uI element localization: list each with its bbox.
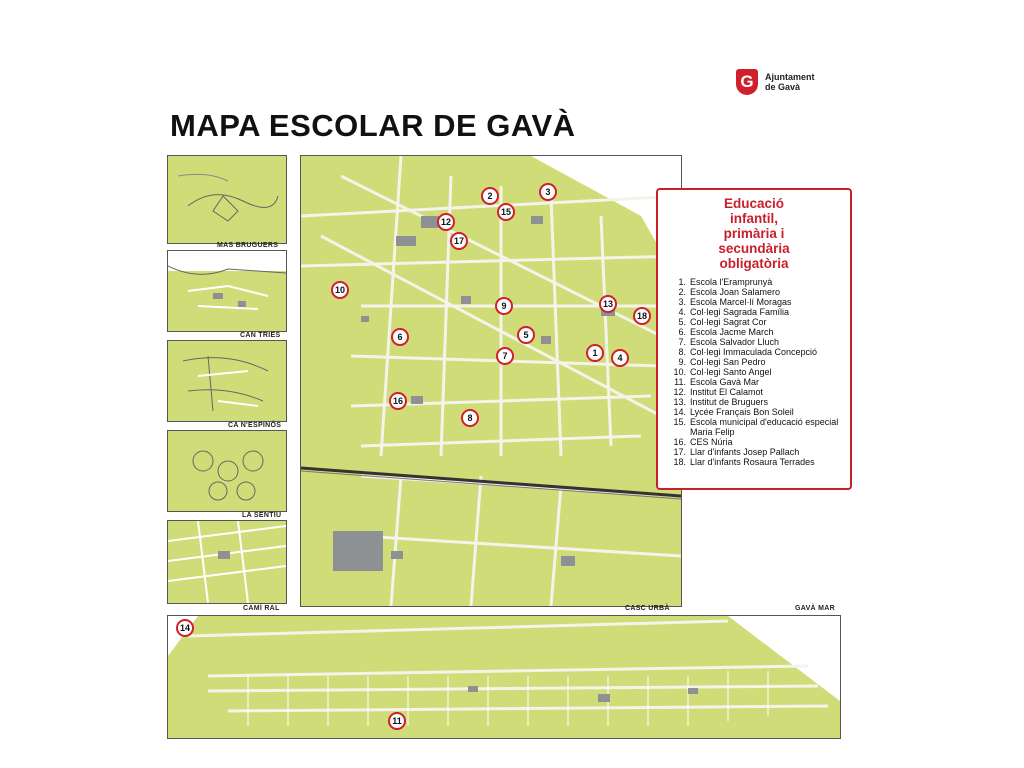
logo-badge-icon: G <box>736 69 758 95</box>
page-title: MAPA ESCOLAR DE GAVÀ <box>170 108 576 143</box>
label-gava-mar: GAVÀ MAR <box>795 605 835 612</box>
legend-item: 3. Escola Marcel·lí Moragas <box>678 297 792 307</box>
inset-map-cami-ral[interactable] <box>167 520 287 604</box>
logo-line-1: Ajuntament <box>765 72 815 82</box>
legend-item: 13. Institut de Bruguers <box>673 397 769 407</box>
inset-map-la-sentiu[interactable] <box>167 430 287 512</box>
schools-legend <box>656 188 852 490</box>
inset-map-can-tries[interactable] <box>167 250 287 332</box>
label-ca-nespinos: CA N'ESPINÓS <box>228 422 282 429</box>
legend-item: 7. Escola Salvador Lluch <box>678 337 780 347</box>
legend-title: Educació infantil, primària i secundària obligatòria <box>718 196 790 271</box>
legend-item: 4. Col·legi Sagrada Família <box>678 307 790 317</box>
inset-map-mas-bruguers[interactable] <box>167 155 287 244</box>
school-marker-9[interactable]: 9 <box>495 297 513 315</box>
school-marker-13[interactable]: 13 <box>599 295 617 313</box>
legend-item: 2. Escola Joan Salamero <box>678 287 781 297</box>
school-marker-1[interactable]: 1 <box>586 344 604 362</box>
legend-list <box>658 277 850 467</box>
school-marker-15[interactable]: 15 <box>497 203 515 221</box>
legend-item: 18. Llar d'infants Rosaura Terrades <box>673 457 815 467</box>
legend-item: 12. Institut El Calamot <box>673 387 764 397</box>
label-la-sentiu: LA SENTIU <box>242 512 282 519</box>
bottom-map-gava-mar[interactable] <box>167 615 841 739</box>
school-marker-3[interactable]: 3 <box>539 183 557 201</box>
legend-item: 11. Escola Gavà Mar <box>674 377 760 387</box>
legend-item: 15. Escola municipal d'educació especial Maria Felip <box>673 417 839 437</box>
logo-text <box>765 72 835 92</box>
main-map-casc-urba[interactable] <box>300 155 682 607</box>
inset-map-ca-nespinos[interactable] <box>167 340 287 422</box>
school-marker-12[interactable]: 12 <box>437 213 455 231</box>
ajuntament-logo <box>736 69 835 95</box>
label-casc-urba: CASC URBÀ <box>625 605 670 612</box>
school-marker-6[interactable]: 6 <box>391 328 409 346</box>
label-mas-bruguers: MAS BRUGUERS <box>217 242 279 249</box>
legend-item: 17. Llar d'infants Josep Pallach <box>673 447 800 457</box>
school-marker-18[interactable]: 18 <box>633 307 651 325</box>
label-cami-ral: CAMÍ RAL <box>243 605 280 612</box>
legend-item: 8. Col·legi Immaculada Concepció <box>678 347 818 357</box>
legend-item: 14. Lycée Français Bon Soleil <box>673 407 794 417</box>
school-marker-4[interactable]: 4 <box>611 349 629 367</box>
school-marker-14[interactable]: 14 <box>176 619 194 637</box>
school-marker-10[interactable]: 10 <box>331 281 349 299</box>
logo-line-2: de Gavà <box>765 82 801 92</box>
school-marker-17[interactable]: 17 <box>450 232 468 250</box>
legend-item: 10. Col·legi Santo Angel <box>673 367 772 377</box>
school-marker-16[interactable]: 16 <box>389 392 407 410</box>
legend-item: 5. Col·legi Sagrat Cor <box>678 317 767 327</box>
school-marker-7[interactable]: 7 <box>496 347 514 365</box>
school-marker-2[interactable]: 2 <box>481 187 499 205</box>
legend-item: 1. Escola l'Eramprunyà <box>678 277 773 287</box>
school-marker-8[interactable]: 8 <box>461 409 479 427</box>
legend-item: 9. Col·legi San Pedro <box>678 357 766 367</box>
legend-item: 16. CES Núria <box>673 437 733 447</box>
school-marker-11[interactable]: 11 <box>388 712 406 730</box>
school-marker-5[interactable]: 5 <box>517 326 535 344</box>
label-can-tries: CAN TRIES <box>240 332 281 339</box>
legend-item: 6. Escola Jacme March <box>678 327 774 337</box>
